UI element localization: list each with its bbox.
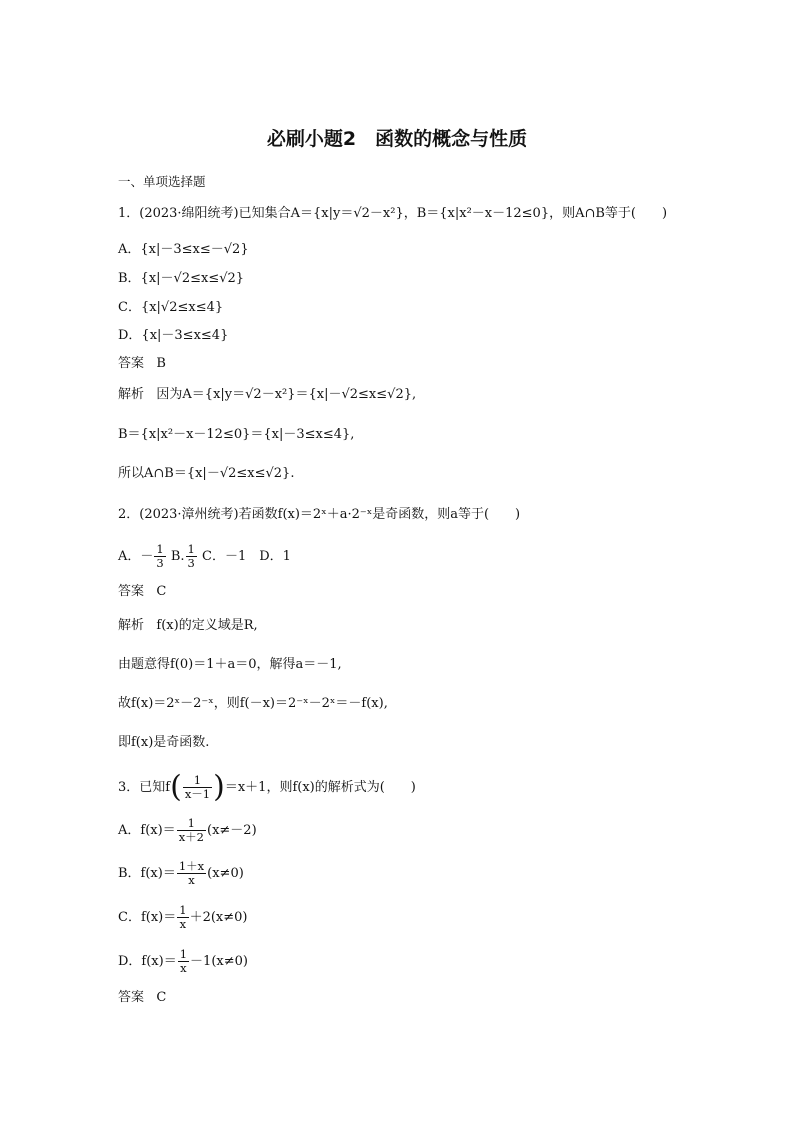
option-suffix: ＋2(x≠0): [189, 910, 248, 925]
question-1-option-c: C．{x|√2≤x≤4}: [118, 300, 224, 315]
option-suffix: (x≠0): [207, 866, 244, 881]
page-title: 必刷小题2 函数的概念与性质: [266, 128, 528, 150]
fraction: [154, 543, 165, 570]
question-2-analysis-line-3: 故f(x)＝2ˣ－2⁻ˣ，则f(－x)＝2⁻ˣ－2ˣ＝－f(x),: [118, 696, 388, 711]
question-2-option-b-prefix: B.: [170, 549, 185, 564]
option-suffix: －1(x≠0): [190, 954, 248, 969]
analysis-text: f(x)的定义域是R,: [156, 618, 258, 633]
fraction: [177, 860, 206, 887]
fraction: [177, 817, 206, 844]
fraction-denominator: 3: [156, 556, 164, 570]
left-paren: (: [170, 769, 182, 805]
fraction-numerator: 1: [179, 903, 187, 917]
answer-value: C: [156, 584, 167, 599]
question-2-analysis-line-1: [118, 617, 258, 635]
question-3-stem-suffix: ＝x＋1，则f(x)的解析式为( ): [224, 780, 416, 795]
fraction-denominator: x: [188, 873, 195, 887]
question-1-answer: [118, 355, 166, 373]
right-paren: ): [213, 769, 225, 805]
section-heading: 一、单项选择题: [118, 174, 206, 189]
question-1-analysis-line-3: 所以A∩B＝{x|－√2≤x≤√2}.: [118, 466, 295, 481]
fraction-numerator: 1: [183, 774, 212, 788]
question-3-stem-prefix: 3．已知f: [118, 780, 171, 795]
fraction-numerator: 1: [179, 947, 188, 961]
fraction-denominator: 3: [187, 556, 195, 570]
question-2-option-a-prefix: A．－: [118, 549, 154, 564]
analysis-label: 解析: [118, 618, 145, 633]
answer-label: 答案: [118, 356, 145, 371]
question-2-analysis-line-4: 即f(x)是奇函数.: [118, 735, 210, 750]
question-3-answer: [118, 989, 166, 1007]
question-1-option-d: D．{x|－3≤x≤4}: [118, 328, 229, 343]
question-1-stem: 1．(2023·绵阳统考)已知集合A＝{x|y＝√2－x²}，B＝{x|x²－x－12≤0}，则A∩B等于( ): [118, 206, 668, 221]
question-3-option-d: [118, 945, 248, 979]
answer-value: B: [156, 356, 166, 371]
fraction: [186, 543, 197, 570]
question-2-answer: [118, 583, 166, 601]
question-3-option-c: [118, 901, 247, 935]
option-prefix: A．f(x)＝: [118, 823, 176, 838]
question-3-option-b: [118, 857, 244, 891]
question-3-stem: [118, 770, 416, 806]
question-1-option-a: A．{x|－3≤x≤－√2}: [118, 242, 249, 257]
question-2-options-rest: C．－1 D．1: [202, 549, 291, 564]
fraction-denominator: x: [179, 917, 187, 931]
question-2-options: [118, 540, 291, 574]
answer-label: 答案: [118, 990, 145, 1005]
question-2-analysis-line-2: 由题意得f(0)＝1＋a＝0，解得a＝－1,: [118, 657, 342, 672]
answer-label: 答案: [118, 584, 145, 599]
fraction-numerator: 1: [187, 542, 195, 556]
question-3-option-a: [118, 814, 257, 848]
analysis-label: 解析: [118, 387, 145, 402]
question-1-analysis-line-1: [118, 386, 416, 404]
fraction-denominator: x－1: [184, 787, 211, 801]
fraction-denominator: x: [180, 961, 187, 975]
fraction-denominator: x＋2: [178, 830, 204, 844]
option-suffix: (x≠－2): [207, 823, 257, 838]
answer-value: C: [156, 990, 167, 1005]
fraction: [178, 948, 189, 975]
analysis-text: 因为A＝{x|y＝√2－x²}＝{x|－√2≤x≤√2},: [156, 387, 417, 402]
fraction: [177, 904, 188, 931]
option-prefix: D．f(x)＝: [118, 954, 177, 969]
option-prefix: B．f(x)＝: [118, 866, 176, 881]
fraction-numerator: 1＋x: [178, 859, 205, 873]
fraction-numerator: 1: [177, 817, 206, 831]
question-1-analysis-line-2: B＝{x|x²－x－12≤0}＝{x|－3≤x≤4},: [118, 427, 355, 442]
question-2-stem: 2．(2023·漳州统考)若函数f(x)＝2ˣ＋a·2⁻ˣ是奇函数，则a等于( ): [118, 507, 521, 522]
fraction: [183, 774, 212, 801]
fraction-numerator: 1: [156, 542, 164, 556]
option-prefix: C．f(x)＝: [118, 910, 177, 925]
question-1-option-b: B．{x|－√2≤x≤√2}: [118, 271, 245, 286]
